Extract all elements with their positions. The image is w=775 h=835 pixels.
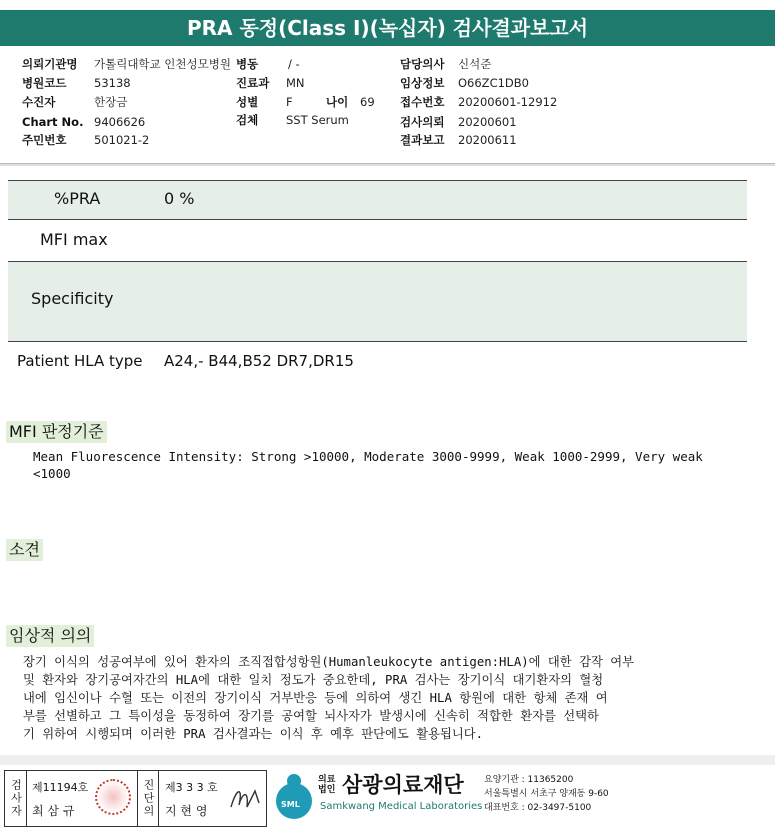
specimen-value: SST Serum	[286, 113, 349, 127]
receipt-label: 접수번호	[400, 95, 445, 109]
sml-logo-text: SML	[281, 800, 300, 809]
pra-label: %PRA	[54, 189, 101, 208]
org-en: Samkwang Medical Laboratories	[320, 801, 483, 812]
org-reg-no: 요양기관 : 11365200	[484, 775, 574, 785]
dept-value: MN	[286, 76, 305, 90]
clinical-line: 장기 이식의 성공여부에 있어 환자의 조직접합성항원(Humanleukocyte antigen:HLA)에 대한 감작 여부	[23, 655, 635, 669]
org-name: 삼광의료재단	[342, 773, 464, 797]
pra-value: 0 %	[164, 189, 195, 208]
clinical-info-value: O66ZC1DB0	[458, 76, 529, 90]
patient-hla-type	[17, 352, 354, 370]
doctor-value: 신석준	[458, 57, 492, 71]
rrn-value: 501021-2	[94, 133, 150, 147]
hla-label: Patient HLA type	[17, 352, 143, 370]
inspector-name: 최 삼 규	[32, 804, 75, 818]
footer-band	[0, 755, 775, 765]
specimen-label: 검체	[236, 113, 259, 127]
specificity-row	[8, 261, 747, 341]
chart-value: 9406626	[94, 115, 146, 129]
org-prefix	[318, 775, 335, 795]
pra-table-bottom	[8, 341, 747, 342]
sex-value: F	[286, 95, 293, 109]
chart-label: Chart No.	[22, 115, 84, 129]
clinical-line: 부를 선별하고 그 특이성을 동정하여 장기를 공여할 뇌사자가 발생시에 신속히 적합한 환자를 선택하	[23, 709, 599, 723]
mfi-criteria-heading: MFI 판정기준	[6, 421, 107, 443]
clinical-line: 및 환자와 장기공여자간의 HLA에 대한 일치 정도가 중요한데, PRA 검사는 장기이식 대기환자의 혈청	[23, 673, 604, 687]
patient-info	[0, 48, 775, 166]
signature-box	[4, 770, 267, 827]
inspector-seal-icon	[95, 779, 131, 815]
inspector-no: 제11194호	[32, 781, 89, 794]
institution-label: 의뢰기관명	[22, 57, 78, 71]
age-value: 69	[360, 95, 375, 109]
age-label: 나이	[326, 95, 349, 109]
doctor-label: 담당의사	[400, 57, 445, 71]
mfi-criteria-line: <1000	[33, 466, 71, 481]
mfi-criteria-text	[33, 448, 703, 482]
clinical-text	[23, 653, 634, 743]
org-prefix-top: 의료	[318, 775, 336, 785]
org-phone: 대표번호 : 02-3497-5100	[484, 803, 592, 813]
opinion-heading: 소견	[6, 539, 43, 561]
ward-label: 병동	[236, 57, 259, 71]
sml-logo-icon	[272, 771, 316, 823]
hla-value: A24,- B44,B52 DR7,DR15	[164, 352, 354, 370]
specificity-label: Specificity	[31, 289, 114, 308]
sex-label: 성별	[236, 95, 259, 109]
mfi-criteria-line: Mean Fluorescence Intensity: Strong >10000, Moderate 3000-9999, Weak 1000-2999, Very weak	[33, 449, 703, 464]
org-address: 서울특별시 서초구 양재동 9-60	[484, 789, 609, 799]
pra-row	[8, 180, 747, 219]
clinical-info-label: 임상정보	[400, 76, 445, 90]
org-prefix-bottom: 법인	[318, 785, 336, 795]
hospital-code-value: 53138	[94, 76, 131, 90]
confirm-name: 지 현 영	[165, 804, 208, 818]
inspector-label: 검사자	[5, 771, 27, 826]
report-label: 결과보고	[400, 133, 445, 147]
clinical-line: 내에 임신이나 수혈 또는 이전의 장기이식 거부반응 등에 의하여 생긴 HLA 항원에 대한 항체 존재 여	[23, 691, 608, 705]
org-contact	[484, 773, 609, 815]
info-divider	[0, 163, 775, 166]
mfi-max-label: MFI max	[40, 230, 108, 249]
clinical-heading: 임상적 의의	[6, 625, 94, 647]
signature-footer	[0, 765, 775, 830]
report-title: PRA 동정(Class I)(녹십자) 검사결과보고서	[0, 10, 775, 46]
patient-label: 수진자	[22, 95, 56, 109]
confirm-label: 진단의	[137, 771, 159, 826]
receipt-value: 20200601-12912	[458, 95, 558, 109]
report-value: 20200611	[458, 133, 517, 147]
hospital-code-label: 병원코드	[22, 76, 67, 90]
confirm-no: 제3 3 3 호	[165, 781, 218, 794]
org-logo	[272, 771, 316, 827]
signature-scribble-icon	[227, 781, 263, 815]
institution-value: 가톨릭대학교 인천성모병원	[94, 57, 231, 71]
request-label: 검사의뢰	[400, 115, 445, 129]
rrn-label: 주민번호	[22, 133, 67, 147]
patient-value: 한장금	[94, 95, 128, 109]
mfi-max-row	[8, 219, 747, 261]
ward-value: / -	[288, 57, 300, 71]
dept-label: 진료과	[236, 76, 270, 90]
clinical-line: 기 위하여 시행되며 이러한 PRA 검사결과는 이식 후 예후 판단에도 활용됩니다.	[23, 727, 484, 741]
request-value: 20200601	[458, 115, 517, 129]
